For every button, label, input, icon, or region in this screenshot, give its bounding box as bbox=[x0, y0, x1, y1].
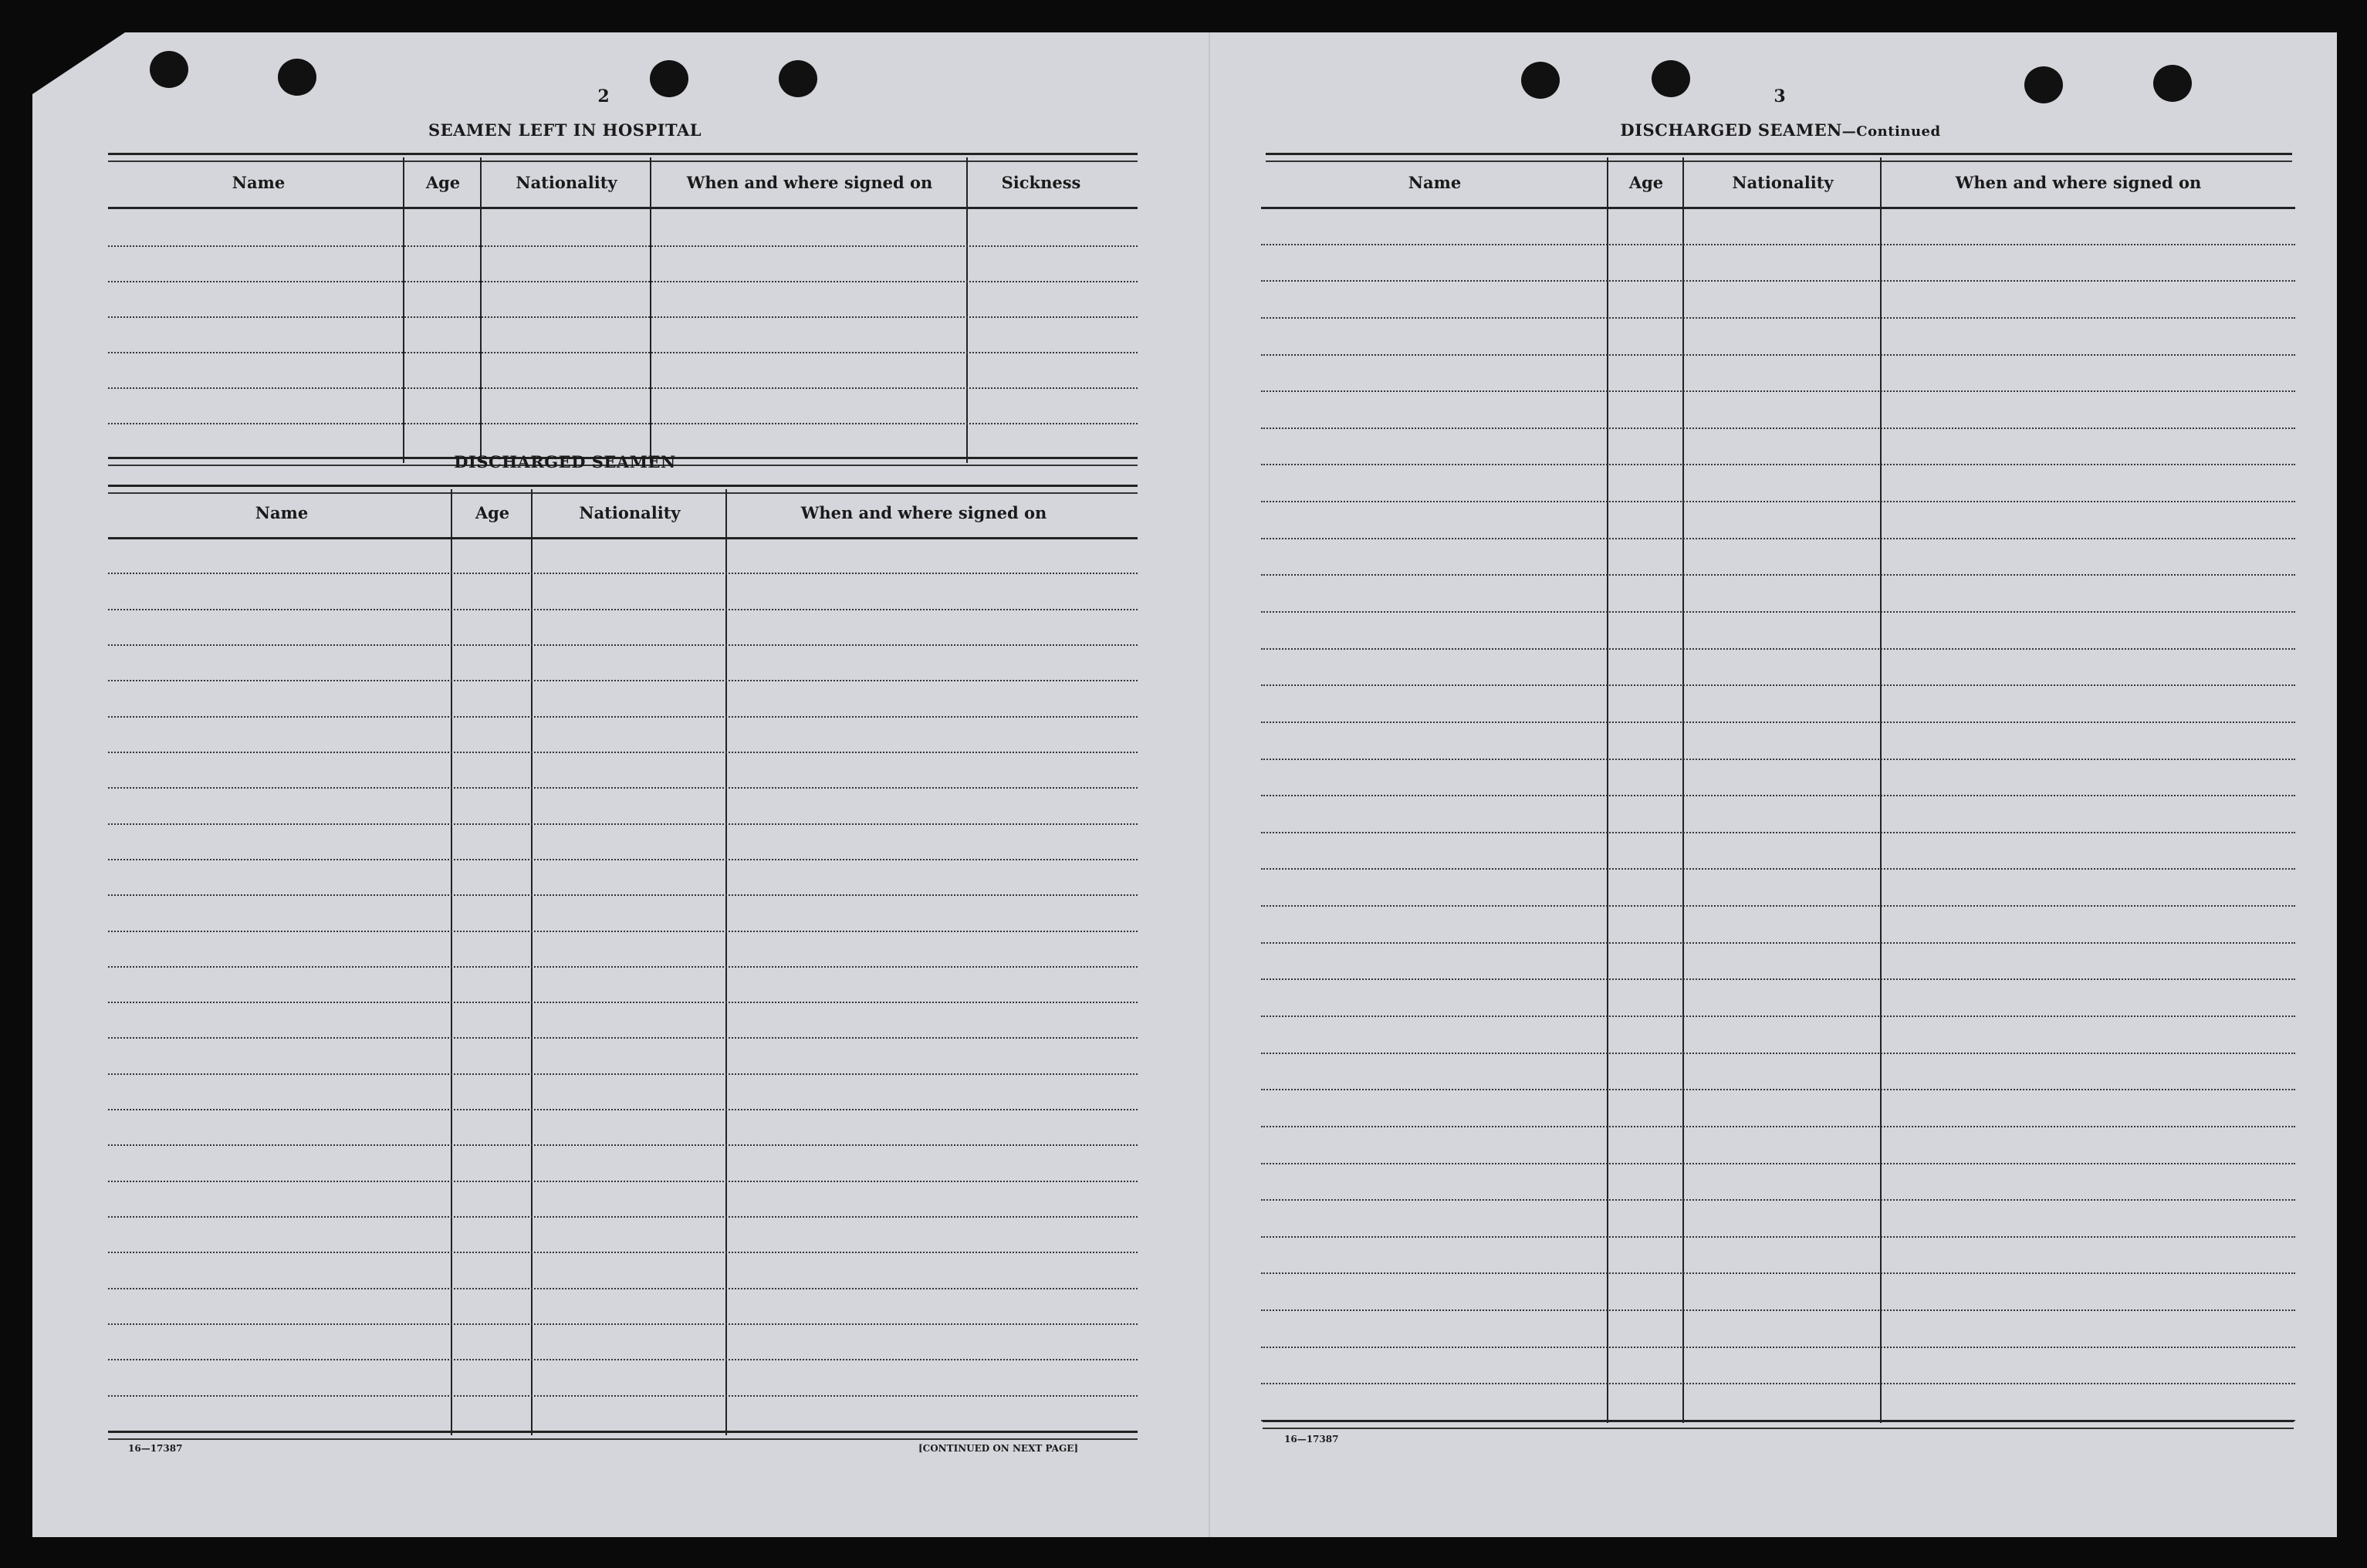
right-col-age: Age bbox=[1628, 173, 1664, 192]
page-fold bbox=[1209, 32, 1210, 1537]
entry-line bbox=[108, 1037, 1138, 1039]
entry-line bbox=[1261, 611, 2295, 613]
discharged-col-when-where: When and where signed on bbox=[800, 503, 1047, 522]
hospital-col-nationality: Nationality bbox=[516, 173, 617, 192]
hospital-col-when-where: When and where signed on bbox=[686, 173, 933, 192]
right-bottom-rule bbox=[1263, 1420, 2294, 1429]
right-col-nationality: Nationality bbox=[1732, 173, 1834, 192]
entry-line bbox=[1261, 390, 2295, 392]
entry-line bbox=[1261, 795, 2295, 796]
entry-line bbox=[1261, 832, 2295, 833]
hospital-col-sickness: Sickness bbox=[1001, 173, 1081, 192]
discharged-col-divider bbox=[725, 489, 727, 1435]
entry-line bbox=[1261, 684, 2295, 686]
entry-line bbox=[108, 1216, 1138, 1218]
discharged-bottom-rule bbox=[108, 1431, 1138, 1440]
hospital-header-rule bbox=[108, 207, 1138, 209]
right-col-divider bbox=[1682, 157, 1684, 1423]
discharged-col-divider bbox=[451, 489, 452, 1435]
discharged-top-rule bbox=[108, 485, 1138, 494]
entry-line bbox=[108, 1395, 1138, 1397]
entry-line bbox=[1261, 1272, 2295, 1274]
entry-line bbox=[108, 573, 1138, 574]
entry-line bbox=[1261, 574, 2295, 576]
entry-line bbox=[108, 1073, 1138, 1075]
entry-line bbox=[1261, 942, 2295, 944]
entry-line bbox=[1261, 1163, 2295, 1164]
punch-hole bbox=[278, 59, 316, 96]
entry-line bbox=[1261, 721, 2295, 723]
hospital-entry-line bbox=[108, 281, 1138, 282]
right-section-title bbox=[1576, 120, 1985, 140]
punch-hole bbox=[150, 51, 188, 88]
entry-line bbox=[108, 680, 1138, 681]
entry-line bbox=[1261, 538, 2295, 539]
entry-line bbox=[108, 1359, 1138, 1360]
entry-line bbox=[1261, 1015, 2295, 1017]
entry-line bbox=[108, 1109, 1138, 1110]
right-col-divider bbox=[1880, 157, 1882, 1423]
discharged-col-age: Age bbox=[475, 503, 510, 522]
punch-hole bbox=[1652, 60, 1690, 97]
entry-line bbox=[108, 1288, 1138, 1289]
entry-line bbox=[108, 1144, 1138, 1146]
discharged-col-nationality: Nationality bbox=[579, 503, 681, 522]
right-title-main: DISCHARGED SEAMEN bbox=[1620, 120, 1842, 140]
hospital-col-divider bbox=[480, 157, 482, 463]
discharged-col-name: Name bbox=[255, 503, 309, 522]
entry-line bbox=[1261, 1126, 2295, 1127]
hospital-entry-line bbox=[108, 423, 1138, 424]
entry-line bbox=[108, 716, 1138, 718]
entry-line bbox=[1261, 1383, 2295, 1384]
page-number-left: 2 bbox=[597, 86, 610, 106]
entry-line bbox=[1261, 1236, 2295, 1238]
entry-line bbox=[1261, 905, 2295, 907]
entry-line bbox=[1261, 1309, 2295, 1311]
entry-line bbox=[1261, 1199, 2295, 1201]
hospital-top-rule bbox=[108, 153, 1138, 162]
hospital-col-divider bbox=[403, 157, 404, 463]
hospital-entry-line bbox=[108, 387, 1138, 389]
punch-hole bbox=[2024, 66, 2063, 103]
form-sheet bbox=[32, 32, 2337, 1537]
punch-hole bbox=[1521, 62, 1560, 99]
torn-corner bbox=[32, 32, 125, 94]
entry-line bbox=[1261, 978, 2295, 980]
right-title-suffix: —Continued bbox=[1841, 123, 1941, 140]
entry-line bbox=[108, 609, 1138, 610]
entry-line bbox=[108, 859, 1138, 860]
hospital-entry-line bbox=[108, 316, 1138, 318]
entry-line bbox=[1261, 317, 2295, 319]
form-code-left: 16—17387 bbox=[128, 1443, 183, 1454]
hospital-col-age: Age bbox=[425, 173, 461, 192]
entry-line bbox=[108, 1002, 1138, 1003]
entry-line bbox=[108, 752, 1138, 753]
punch-hole bbox=[779, 60, 817, 97]
continued-note: [CONTINUED ON NEXT PAGE] bbox=[918, 1443, 1079, 1454]
form-code-right: 16—17387 bbox=[1284, 1434, 1339, 1445]
hospital-section-title: SEAMEN LEFT IN HOSPITAL bbox=[428, 120, 702, 140]
entry-line bbox=[1261, 464, 2295, 465]
punch-hole bbox=[650, 60, 688, 97]
entry-line bbox=[1261, 868, 2295, 870]
punch-hole bbox=[2153, 65, 2192, 102]
entry-line bbox=[1261, 501, 2295, 502]
entry-line bbox=[108, 966, 1138, 968]
entry-line bbox=[1261, 244, 2295, 245]
entry-line bbox=[108, 787, 1138, 789]
hospital-entry-line bbox=[108, 245, 1138, 247]
entry-line bbox=[108, 823, 1138, 825]
hospital-col-divider bbox=[966, 157, 968, 463]
entry-line bbox=[1261, 759, 2295, 760]
right-col-name: Name bbox=[1408, 173, 1462, 192]
entry-line bbox=[108, 1323, 1138, 1325]
discharged-header-rule bbox=[108, 537, 1138, 539]
page-number-right: 3 bbox=[1774, 86, 1786, 106]
entry-line bbox=[108, 1181, 1138, 1182]
entry-line bbox=[108, 644, 1138, 646]
discharged-col-divider bbox=[531, 489, 533, 1435]
right-top-rule bbox=[1266, 153, 2292, 162]
entry-line bbox=[108, 894, 1138, 896]
entry-line bbox=[1261, 427, 2295, 429]
entry-line bbox=[108, 1252, 1138, 1253]
hospital-col-name: Name bbox=[232, 173, 286, 192]
entry-line bbox=[1261, 354, 2295, 356]
discharged-section-title: DISCHARGED SEAMEN bbox=[454, 452, 676, 471]
hospital-entry-line bbox=[108, 352, 1138, 353]
hospital-col-divider bbox=[650, 157, 651, 463]
entry-line bbox=[1261, 280, 2295, 282]
right-col-divider bbox=[1607, 157, 1608, 1423]
entry-line bbox=[108, 931, 1138, 932]
entry-line bbox=[1261, 1347, 2295, 1348]
right-col-when-where: When and where signed on bbox=[1955, 173, 2202, 192]
right-header-rule bbox=[1261, 207, 2295, 209]
entry-line bbox=[1261, 1089, 2295, 1090]
entry-line bbox=[1261, 1053, 2295, 1054]
entry-line bbox=[1261, 648, 2295, 650]
